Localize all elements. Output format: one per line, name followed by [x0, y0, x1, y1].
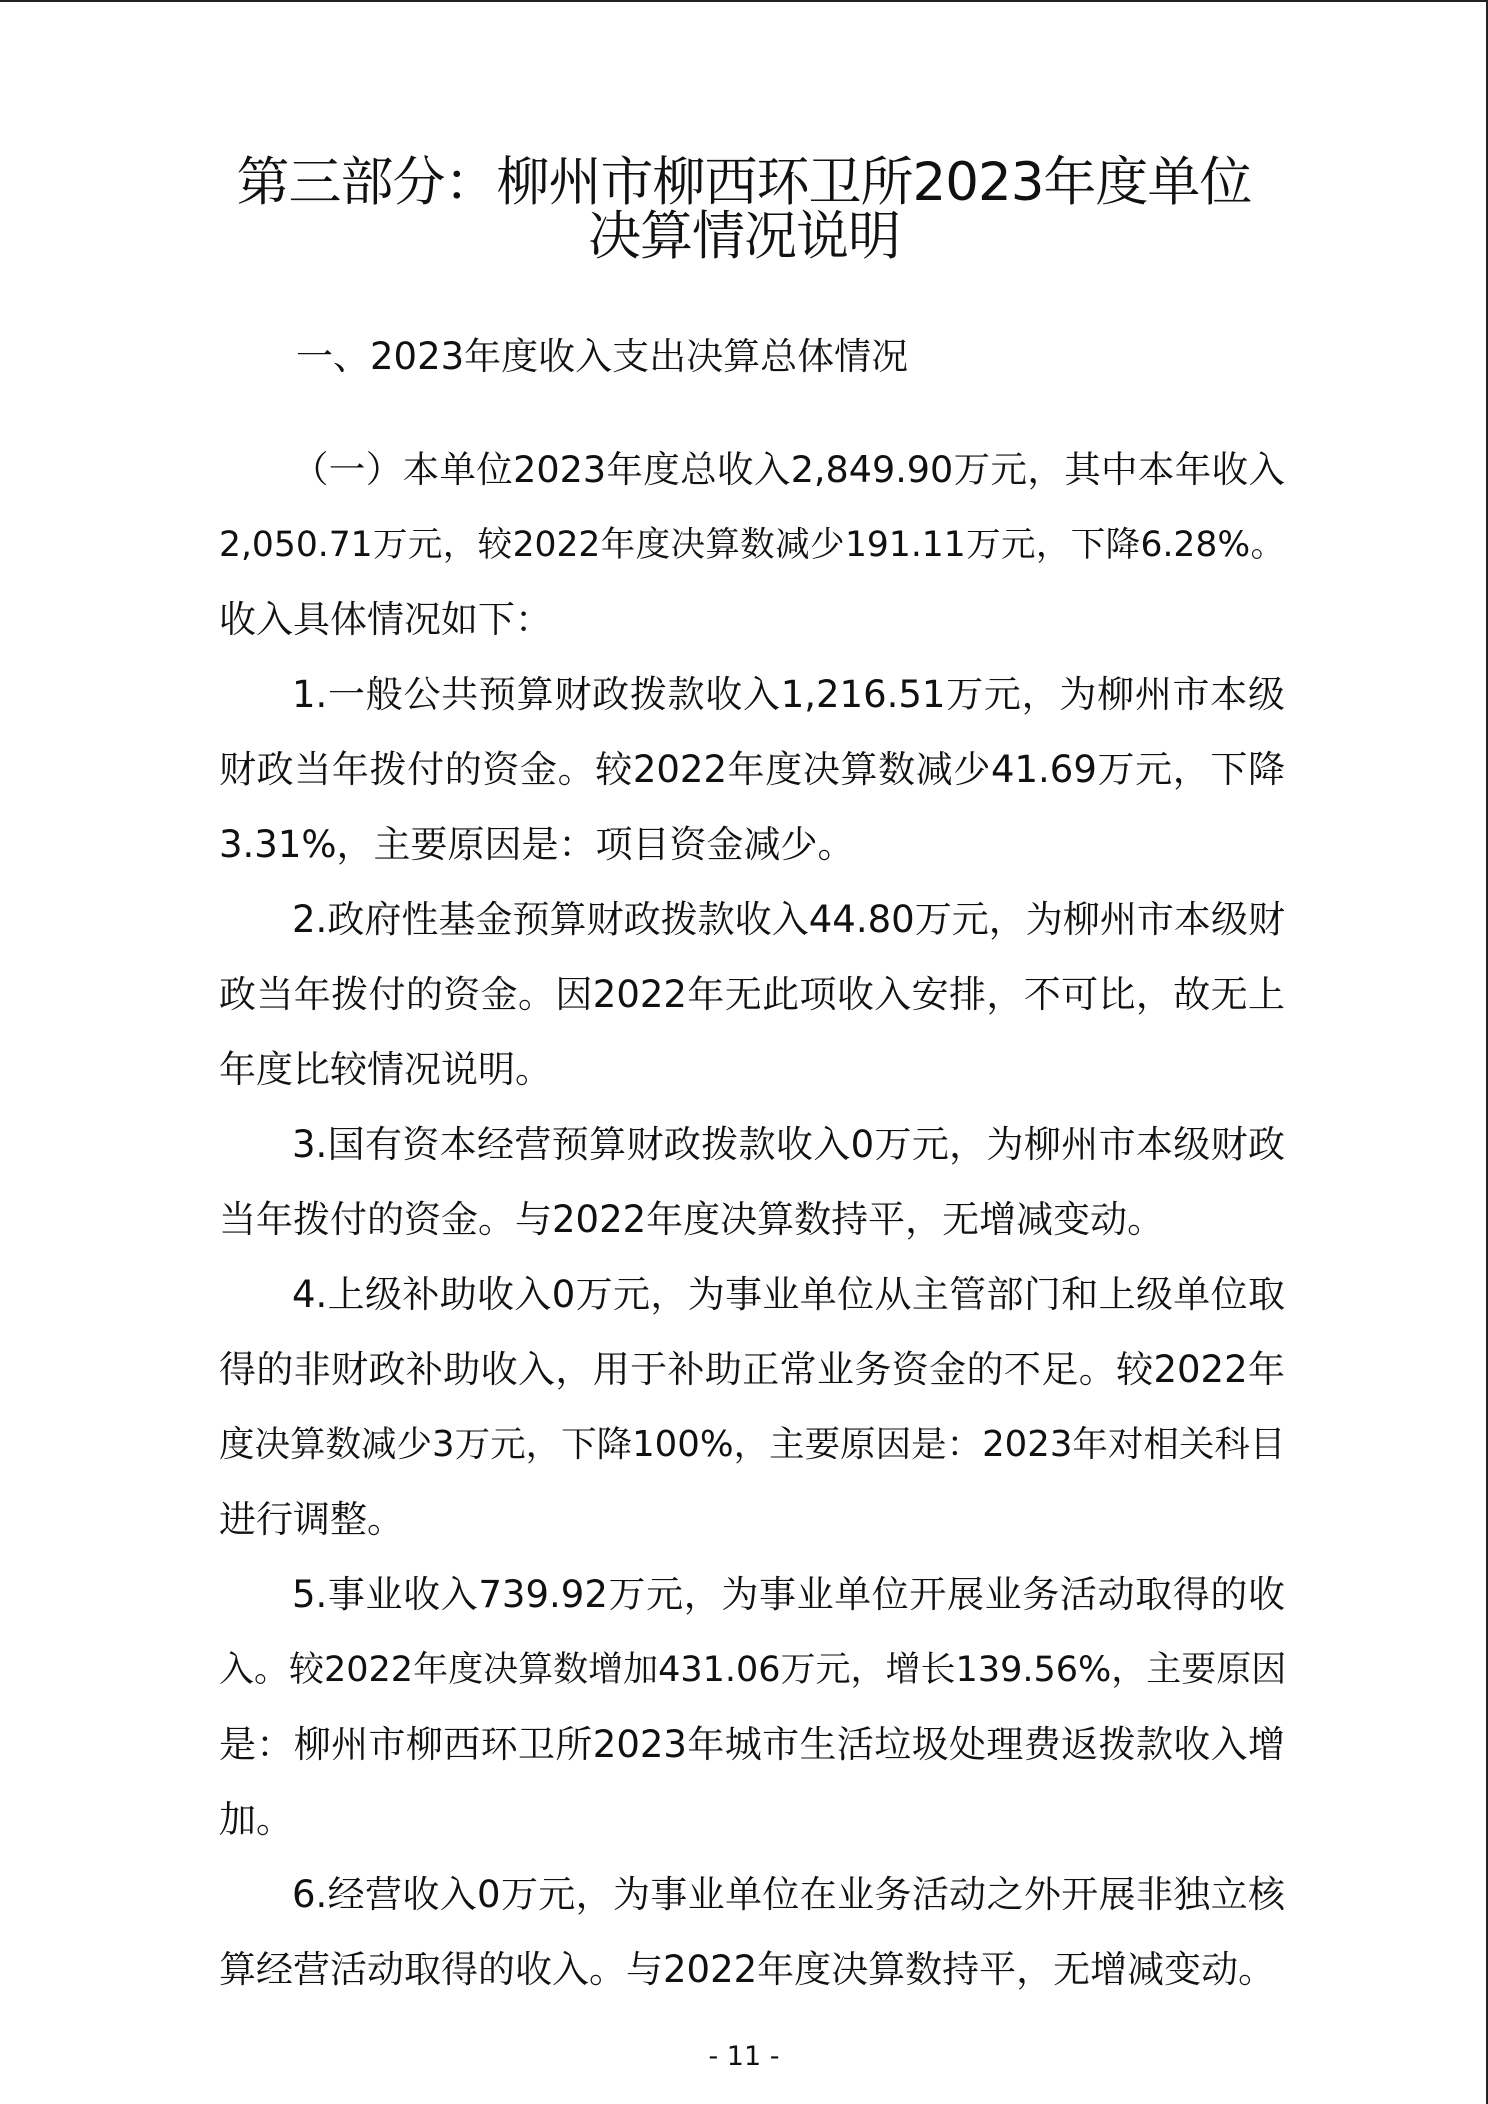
paragraph-line: 5.事业收入739.92万元，为事业单位开展业务活动取得的收	[292, 1573, 1285, 1616]
paragraph-line: 2,050.71万元，较2022年度决算数减少191.11万元，下降6.28%。	[219, 525, 1285, 565]
paragraph-line: 入。较2022年度决算数增加431.06万元，增长139.56%，主要原因	[219, 1650, 1287, 1690]
paragraph-line: 年度比较情况说明。	[219, 1048, 552, 1091]
paragraph-line: 6.经营收入0万元，为事业单位在业务活动之外开展非独立核	[292, 1873, 1285, 1916]
paragraph-line: 进行调整。	[219, 1498, 404, 1541]
page-number: - 11 -	[708, 2041, 780, 2072]
section-heading: 一、2023年度收入支出决算总体情况	[296, 335, 909, 378]
paragraph-line: 加。	[219, 1798, 293, 1841]
paragraph-line: 当年拨付的资金。与2022年度决算数持平，无增减变动。	[219, 1198, 1165, 1241]
paragraph-line: 政当年拨付的资金。因2022年无此项收入安排，不可比，故无上	[219, 973, 1285, 1016]
paragraph-line: 3.31%，主要原因是：项目资金减少。	[219, 823, 855, 866]
paragraph-line: 算经营活动取得的收入。与2022年度决算数持平，无增减变动。	[219, 1948, 1276, 1991]
paragraph-line: 3.国有资本经营预算财政拨款收入0万元，为柳州市本级财政	[292, 1123, 1285, 1166]
page-title-line-2: 决算情况说明	[588, 206, 900, 267]
paragraph-line: 财政当年拨付的资金。较2022年度决算数减少41.69万元，下降	[219, 748, 1285, 791]
paragraph-line: （一）本单位2023年度总收入2,849.90万元，其中本年收入	[292, 448, 1285, 491]
paragraph-line: 收入具体情况如下：	[219, 598, 552, 641]
paragraph-line: 得的非财政补助收入，用于补助正常业务资金的不足。较2022年	[219, 1348, 1285, 1391]
paragraph-line: 是：柳州市柳西环卫所2023年城市生活垃圾处理费返拨款收入增	[219, 1723, 1285, 1766]
page-title-line-1: 第三部分：柳州市柳西环卫所2023年度单位	[236, 152, 1252, 213]
paragraph-line: 2.政府性基金预算财政拨款收入44.80万元，为柳州市本级财	[292, 898, 1285, 941]
paragraph-line: 1.一般公共预算财政拨款收入1,216.51万元，为柳州市本级	[292, 673, 1285, 716]
paragraph-line: 4.上级补助收入0万元，为事业单位从主管部门和上级单位取	[292, 1273, 1285, 1316]
paragraph-line: 度决算数减少3万元，下降100%，主要原因是：2023年对相关科目	[219, 1424, 1286, 1465]
